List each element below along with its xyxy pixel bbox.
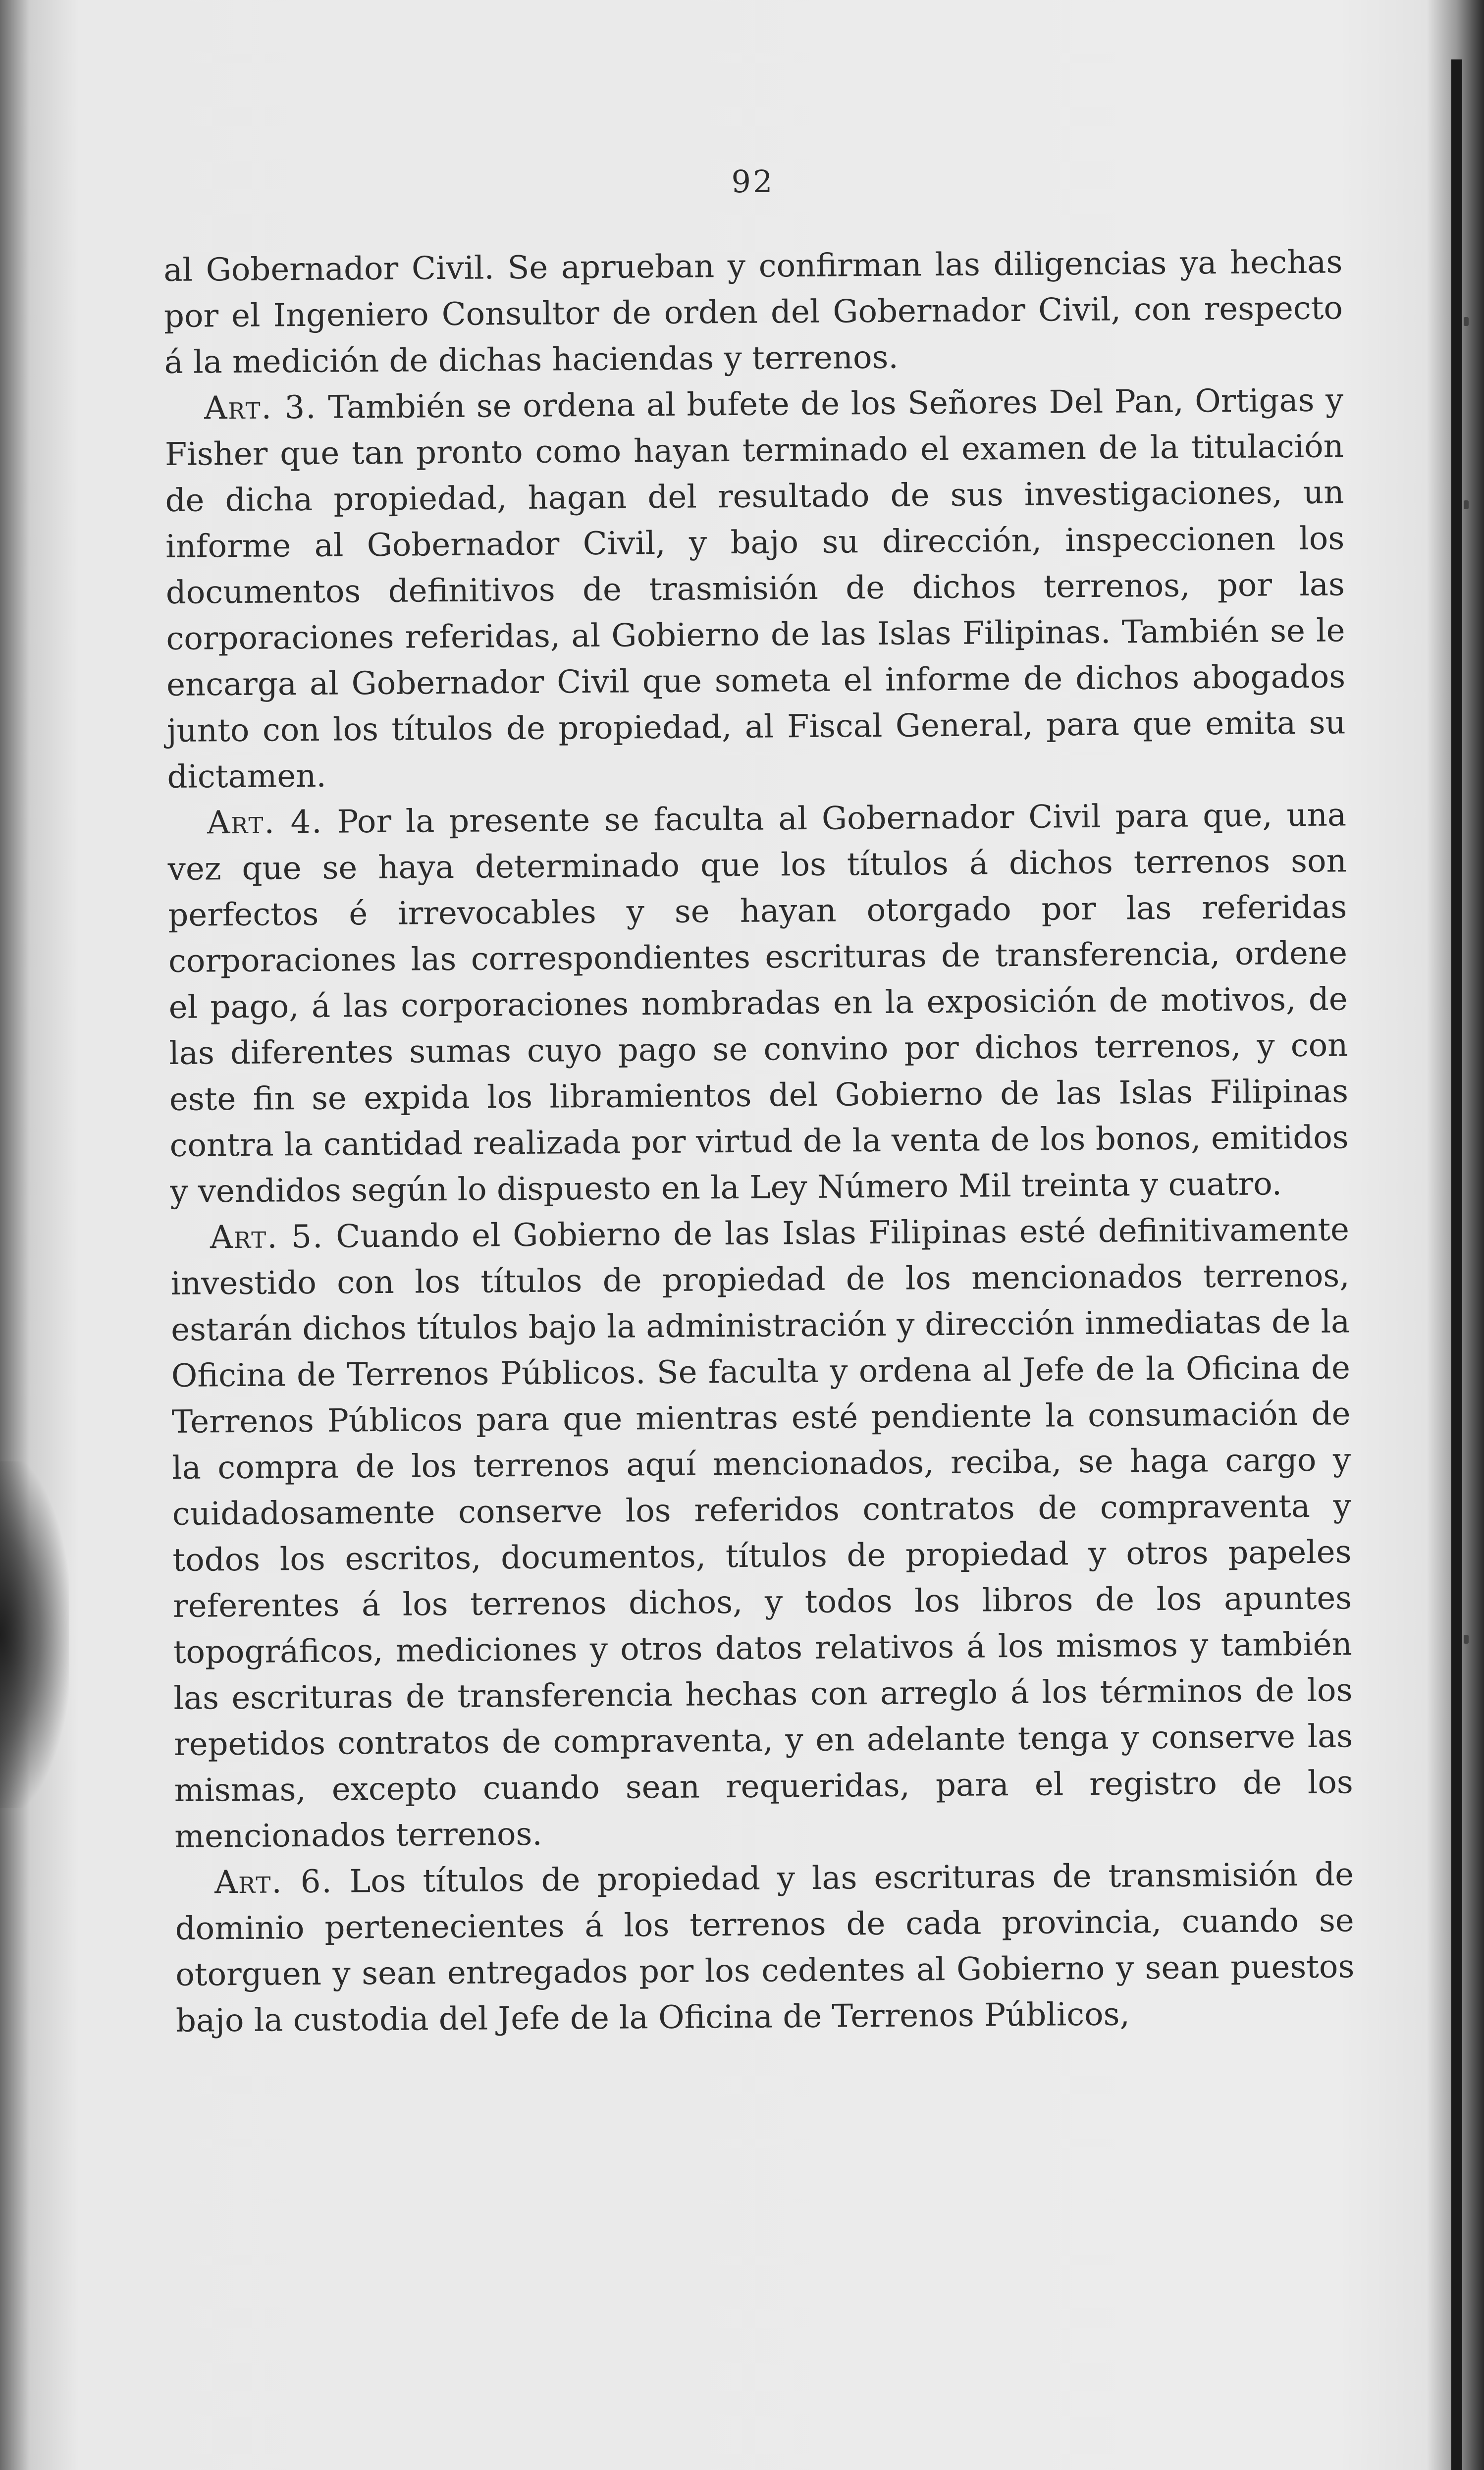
article-label: Art. 5. <box>210 1218 324 1256</box>
paragraph-text: Los títulos de propiedad y las escrituras de transmisión de dominio pertenecientes á los terrenos de cada provincia, cuando se otorguen y sean entregados por los cedentes al Gobierno y sean puestos bajo la custodia del Jefe de la Oficina de Terrenos Públicos, <box>175 1856 1355 2040</box>
paragraph-text: Cuando el Gobierno de las Islas Filipinas esté definitivamente investido con los títulos de propiedad de los mencionados terrenos, estarán dichos títulos bajo la administración y dirección inmediatas de la Oficina de Terrenos Públicos. Se faculta y ordena al Jefe de la Oficina de Terrenos Públicos para que mientras esté pendiente la consumación de la compra de los terrenos aquí mencionados, reciba, se haga cargo y cuidadosamente conserve los referidos contratos de compraventa y todos los escritos, documentos, títulos de propiedad y otros papeles referentes á los terrenos dichos, y todos los libros de los apuntes topográficos, mediciones y otros datos relativos á los mismos y también las escrituras de transferencia hechas con arreglo á los términos de los repetidos contratos de compraventa, y en adelante tenga y conserve las mismas, excepto cuando sean requeridas, para el registro de los mencionados terrenos. <box>170 1211 1353 1855</box>
article-label: Art. 3. <box>204 389 317 427</box>
paragraph-art-3 <box>164 377 1346 801</box>
paragraph-continuation <box>163 239 1343 386</box>
paragraph-text: al Gobernador Civil. Se aprueban y confirman las diligencias ya hechas por el Ingeniero Consultor de orden del Gobernador Civil, con respecto á la medición de dichas haciendas y terrenos. <box>163 244 1343 381</box>
paragraph-art-4 <box>167 792 1349 1215</box>
paragraph-text: También se ordena al bufete de los Señores Del Pan, Ortigas y Fisher que tan pronto como hayan terminado el examen de la titulación de dicha propiedad, hagan del resultado de sus investigaciones, un informe al Gobernador Civil, y bajo su dirección, inspeccionen los documentos definitivos de trasmisión de dichos terrenos, por las corporaciones referidas, al Gobierno de las Islas Filipinas. También se le encarga al Gobernador Civil que someta el informe de dichos abogados junto con los títulos de propiedad, al Fiscal General, para que emita su dictamen. <box>164 382 1346 796</box>
page-number: 92 <box>731 163 775 200</box>
binding-shadow <box>0 1461 69 1808</box>
article-label: Art. 6. <box>214 1863 333 1901</box>
paragraph-art-5 <box>170 1207 1354 1860</box>
scan-speck <box>1464 1635 1469 1644</box>
page-body <box>163 239 1355 2044</box>
scan-speck <box>1464 500 1469 509</box>
article-label: Art. 4. <box>207 804 323 842</box>
book-page <box>163 163 1355 2343</box>
page-edge <box>1451 59 1462 2470</box>
scan-speck <box>1464 317 1469 326</box>
paragraph-art-6 <box>175 1852 1355 2044</box>
paragraph-text: Por la presente se faculta al Gobernador Civil para que, una vez que se haya determinado que los títulos á dichos terrenos son perfectos é irrevocables y se hayan otorgado por las referidas corporaciones las correspondientes escrituras de transferencia, ordene el pago, á las corporaciones nombradas en la exposición de motivos, de las diferentes sumas cuyo pago se convino por dichos terrenos, y con este fin se expida los libramientos del Gobierno de las Islas Filipinas contra la cantidad realizada por virtud de la venta de los bonos, emitidos y vendidos según lo dispuesto en la Ley Número Mil treinta y cuatro. <box>167 797 1349 1210</box>
